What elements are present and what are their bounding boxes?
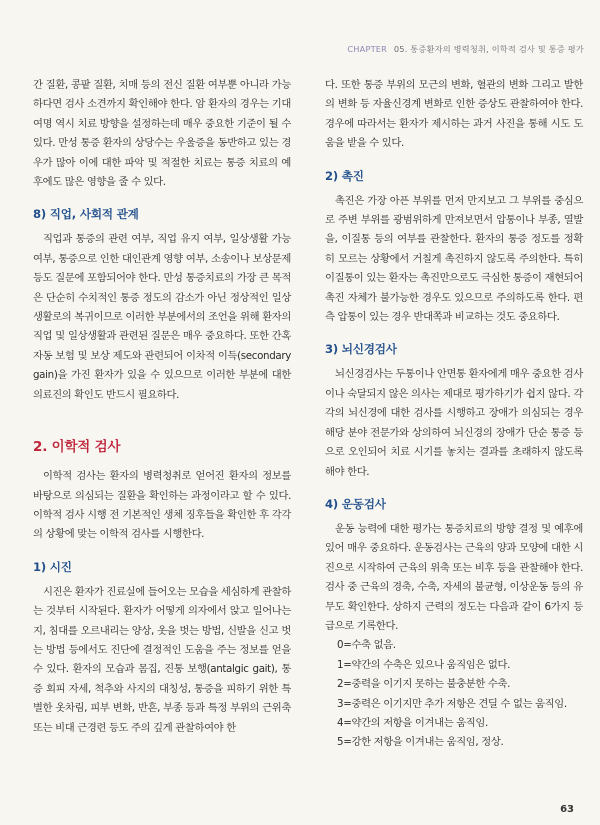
left-column bbox=[33, 76, 291, 738]
grade-item: 3=중력은 이기지만 추가 저항은 견딜 수 없는 움직임. bbox=[337, 697, 567, 710]
right-column bbox=[325, 76, 583, 753]
section-1-heading: 1) 시진 bbox=[33, 559, 72, 574]
left-intro-paragraph: 간 질환, 콩팥 질환, 치매 등의 전신 질환 여부뿐 아니라 가능하다면 검사 소견까지 확인해야 한다. 암 환자의 경우는 기대 여명 역시 치료 방향을 설정하는데 매우 중요한 기준이 될 수 있다. 만성 통증 환자의 상당수는 우울증을 동반하고 있는 경우가 많아 이에 대한 파악 및 적절한 치료는 통증 치료의 예후에도 많은 영향을 줄 수 있다. bbox=[33, 79, 291, 189]
section-8-heading: 8) 직업, 사회적 관계 bbox=[33, 207, 139, 222]
grade-item: 2=중력을 이기지 못하는 불충분한 수축. bbox=[337, 678, 511, 691]
running-header bbox=[347, 44, 584, 55]
section-2-palpation-paragraph: 촉진은 가장 아픈 부위를 먼저 만지보고 그 부위를 중심으로 주변 부위를 광범위하게 만져보면서 압통이나 부종, 열발을, 이질통 등의 여부를 관찰한다. 환자의 통증 정도를 정확히 모르는 상황에서 거칠게 촉진하지 않도록 주의한다. 특히 이질통이 있는 환자는 촉진만으로도 극심한 통증이 재현되어 촉진 자체가 불가능한 경우도 있으므로 주의하도록 한다. 편측 압통이 있는 경우 반대쪽과 비교하는 것도 중요하다. bbox=[325, 194, 583, 324]
page-number: 63 bbox=[560, 804, 574, 815]
chapter-label: CHAPTER bbox=[347, 44, 388, 54]
chapter-title: 05. 통증환자의 병력청취, 이학적 검사 및 통증 평가 bbox=[393, 44, 584, 54]
section-3-heading: 3) 뇌신경검사 bbox=[325, 342, 397, 357]
grade-item: 4=약간의 저항을 이겨내는 움직임. bbox=[337, 716, 488, 729]
grade-item: 1=약간의 수축은 있으나 움직임은 없다. bbox=[337, 658, 511, 671]
right-intro-paragraph: 다. 또한 통증 부위의 모근의 변화, 혈관의 변화 그리고 발한의 변화 등 자율신경계 변화로 인한 증상도 관찰하여야 한다. 경우에 따라서는 환자가 제시하는 과거 사진을 통해 시도 도움을 받을 수 있다. bbox=[325, 79, 583, 150]
section-8-paragraph: 직업과 통증의 관련 여부, 직업 유지 여부, 일상생활 가능 여부, 통증으로 인한 대인관계 영향 여부, 소송이나 보상문제 등도 질문에 포함되어야 한다. 만성 통증치료의 가장 큰 목적은 단순히 수치적인 통증 정도의 감소가 아닌 정상적인 일상생활로의 복귀이므로 이러한 부분에서의 조언을 위해 환자의 직업 및 일상생활과 관련된 질문은 매우 중요하다. 또한 간혹 자동 보험 및 보상 제도와 관련되어 이차적 이득(secondary gain)을 가진 환자가 있을 수 있으므로 이러한 부분에 대한 의료진의 확인도 반드시 필요하다. bbox=[33, 233, 291, 401]
section-3-paragraph: 뇌신경검사는 두통이나 안면통 환자에게 매우 중요한 검사이나 숙달되지 않은 의사는 제대로 평가하기가 쉽지 않다. 각각의 뇌신경에 대한 검사를 시행하고 장애가 의심되는 경우 해당 분야 전문가와 상의하여 뇌신경의 장애가 단순 통증 등으로 오인되어 치료 시기를 놓치는 결과를 초래하지 않도록 해야 한다. bbox=[325, 368, 583, 478]
section-2-palpation-heading: 2) 촉진 bbox=[325, 168, 364, 183]
section-1-paragraph: 시진은 환자가 진료실에 들어오는 모습을 세심하게 관찰하는 것부터 시작된다. 환자가 어떻게 의자에서 앉고 일어나는지, 침대를 오르내리는 양상, 옷을 벗는 방법, 신발을 신고 벗는 방법 등에서도 진단에 결정적인 도움을 주는 정보를 얻을 수 있다. 환자의 모습과 몸집, 진통 보행(antalgic gait), 통증 회피 자세, 척추와 사지의 대칭성, 통증을 피하기 위한 특별한 옷차림, 피부 변화, 반흔, 부종 등과 특정 부위의 근위축 또는 비대 근경련 등도 주의 깊게 관찰하여야 한 bbox=[33, 585, 291, 734]
section-4-paragraph: 운동 능력에 대한 평가는 통증치료의 방향 결정 및 예후에 있어 매우 중요하다. 운동검사는 근육의 양과 모양에 대한 시진으로 시작하여 근육의 위축 또는 비후 등을 관찰해야 한다. 검사 중 근육의 경축, 수축, 자세의 불균형, 이상운동 등의 유무도 확인한다. 상하지 근력의 정도는 다음과 같이 6가지 등급으로 기록한다. bbox=[325, 522, 583, 632]
grade-item: 0=수축 없음. bbox=[337, 639, 396, 652]
section-4-heading: 4) 운동검사 bbox=[325, 496, 386, 511]
section-2-intro-paragraph: 이학적 검사는 환자의 병력청취로 얻어진 환자의 정보를 바탕으로 의심되는 질환을 확인하는 과정이라고 할 수 있다. 이학적 검사 시행 전 기본적인 생체 징후들을 확인한 후 각각의 상황에 맞는 이학적 검사를 시행한다. bbox=[33, 470, 291, 541]
section-2-main-heading: 2. 이학적 검사 bbox=[33, 439, 121, 456]
muscle-grade-list bbox=[325, 636, 583, 752]
grade-item: 5=강한 저항을 이겨내는 움직임, 정상. bbox=[337, 736, 504, 749]
